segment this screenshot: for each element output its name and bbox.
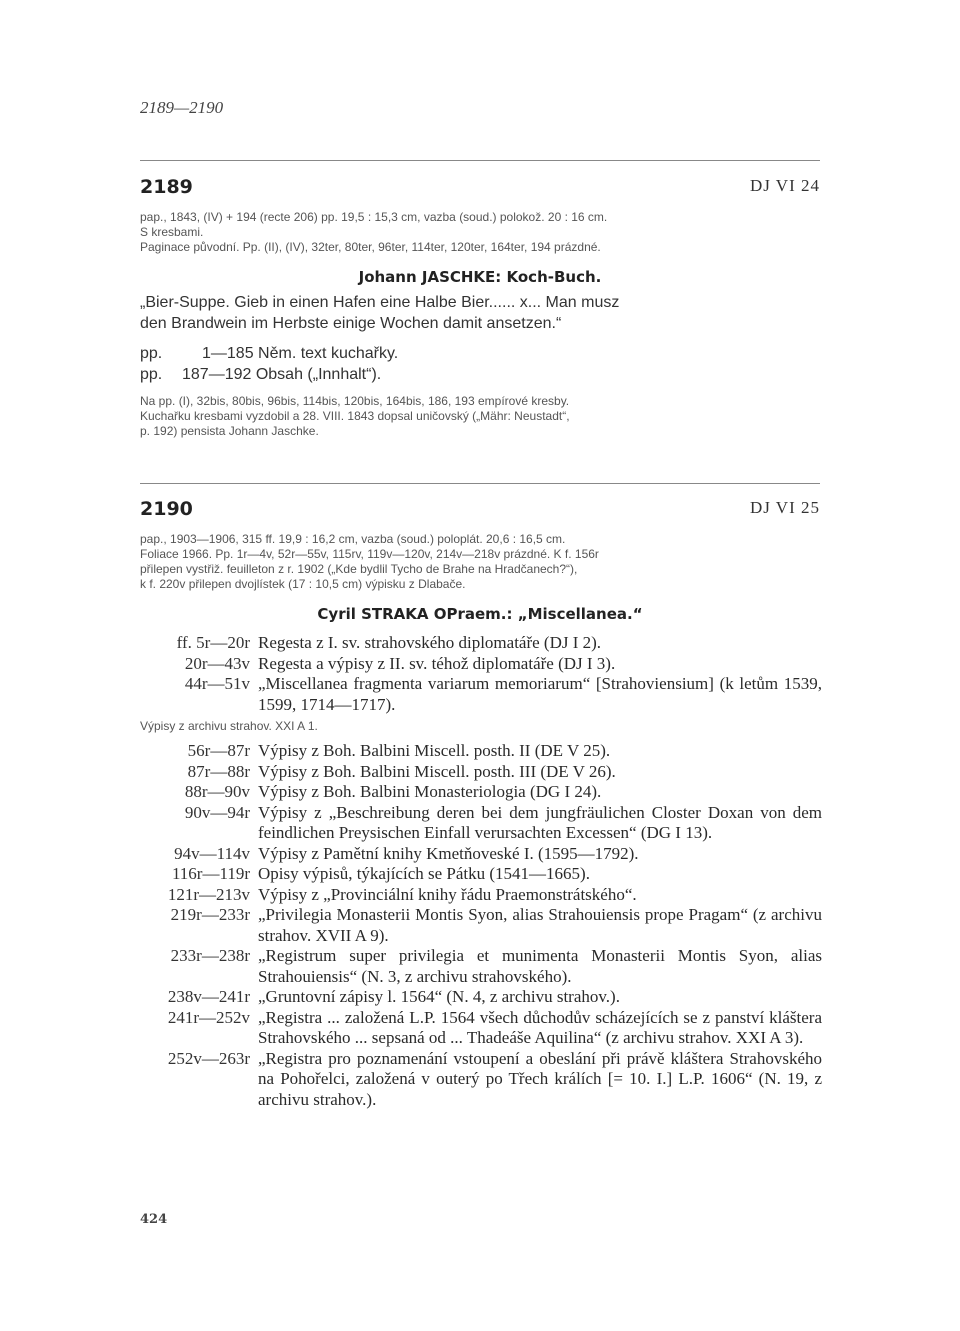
note-line: Na pp. (I), 32bis, 80bis, 96bis, 114bis, 120bis, 164bis, 186, 193 empírové kresby. xyxy=(140,394,570,408)
folio-range: 88r—90v xyxy=(184,782,250,801)
work-title: Cyril STRAKA OPraem.: „Miscellanea.“ xyxy=(317,605,643,623)
note-line: Kuchařku kresbami vyzdobil a 28. VIII. 1843 dopsal uničovský („Mähr: Neustadt“, xyxy=(140,409,570,423)
contents-row xyxy=(140,762,822,783)
contents-row xyxy=(140,987,822,1008)
contents-list-b xyxy=(140,741,822,1110)
folio-range: 20r—43v xyxy=(184,653,250,673)
shelf-mark: DJ VI 24 xyxy=(749,176,820,195)
folio-range: 219r—233r xyxy=(170,905,250,924)
contents-row xyxy=(140,741,822,762)
contents-row xyxy=(140,364,820,385)
contents-description: „Registra ... založená L.P. 1564 všech důchodův scházejících se z panství kláštera Strahovského ... sepsaná od ... Thadeáše Aquilina“ (z archivu strahov. XXI A 3). xyxy=(258,1007,822,1047)
folio-range: 90v—94r xyxy=(184,802,250,822)
contents-description: „Miscellanea fragmenta variarum memoriarum“ [Strahoviensium] (k letům 1539, 1599, 1714—1717). xyxy=(258,674,822,714)
entry-heading-2190 xyxy=(140,498,820,522)
contents-description: „Registrum super privilegia et munimenta Monasterii Montis Syon, alias Strahouiensis“ (N. 3, z archivu strahovského). xyxy=(258,946,822,986)
contents-description: Výpisy z Pamětní knihy Kmetňoveské I. (1595—1792). xyxy=(258,843,639,863)
folio-range: 238v—241r xyxy=(167,987,250,1006)
folio-range: 252v—263r xyxy=(167,1048,250,1068)
separator-rule xyxy=(140,160,820,161)
separator-rule xyxy=(140,483,820,484)
contents-text: 187—192 Obsah („Innhalt“). xyxy=(182,366,382,383)
contents-row xyxy=(140,1049,822,1111)
contents-description: „Privilegia Monasterii Montis Syon, alias Strahouiensis prope Pragam“ (z archivu strahov. XVII A 9). xyxy=(258,905,822,945)
contents-description: Výpisy z Boh. Balbini Miscell. posth. II (DE V 25). xyxy=(258,741,611,760)
physical-description xyxy=(140,532,820,592)
description-line: S kresbami. xyxy=(140,225,204,239)
notes xyxy=(140,394,820,439)
description-line: přilepen vystřiž. feuilleton z r. 1902 („Kde bydlil Tycho de Brahe na Hradčanech?“), xyxy=(140,562,578,576)
folio-range: 116r—119r xyxy=(171,864,250,883)
incipit-line: den Brandwein im Herbste einige Wochen damit ansetzen.“ xyxy=(140,315,562,332)
contents-ref: pp. xyxy=(140,366,163,383)
note-line: p. 192) pensista Johann Jaschke. xyxy=(140,424,319,438)
entry-number: 2190 xyxy=(140,498,193,520)
folio-range: 241r—252v xyxy=(167,1007,250,1027)
contents-description: „Registra pro poznamenání vstoupení a obeslání při právě kláštera Strahovského na Pohořelci, založená v outerý po Třech králích [= 10. I.] L.P. 1606“ (N. 19, z archivu strahov.). xyxy=(258,1048,822,1109)
contents-row xyxy=(140,803,822,844)
contents-description: Výpisy z Boh. Balbini Miscell. posth. III (DE V 26). xyxy=(258,761,616,781)
contents-row xyxy=(140,1008,822,1049)
contents-row xyxy=(140,905,822,946)
description-line: pap., 1903—1906, 315 ff. 19,9 : 16,2 cm, vazba (soud.) poloplát. 20,6 : 16,5 cm. xyxy=(140,532,566,546)
contents-ref: pp. xyxy=(140,345,163,362)
contents-description: Opisy výpisů, týkajících se Pátku (1541—1665). xyxy=(258,864,590,883)
shelf-mark: DJ VI 25 xyxy=(749,498,820,517)
description-line: k f. 220v přilepen dvojlístek (17 : 10,5 cm) výpisku z Dlabače. xyxy=(140,577,466,591)
contents-description: Výpisy z „Beschreibung deren bei dem jungfräulichen Closter Doxan von dem feindlichen Preysischen Einfall verursachten Excessen“ (DG I 13). xyxy=(258,802,822,842)
folio-range: 87r—88r xyxy=(187,761,250,781)
contents-row xyxy=(140,782,822,803)
contents-text: 1—185 Něm. text kuchařky. xyxy=(202,345,399,362)
contents-pages xyxy=(140,343,820,385)
contents-row xyxy=(140,654,822,675)
work-title: Johann JASCHKE: Koch-Buch. xyxy=(358,268,602,286)
folio-range: ff. 5r—20r xyxy=(176,633,250,652)
contents-description: Výpisy z Boh. Balbini Monasteriologia (DG I 24). xyxy=(258,782,602,801)
contents-description: Regesta a výpisy z II. sv. téhož diplomatáře (DJ I 3). xyxy=(258,653,616,673)
contents-row xyxy=(140,674,822,715)
contents-description: Regesta z I. sv. strahovského diplomatáře (DJ I 2). xyxy=(258,633,602,652)
archive-note: Výpisy z archivu strahov. XXI A 1. xyxy=(140,719,318,733)
contents-row xyxy=(140,633,822,654)
contents-row xyxy=(140,343,820,364)
folio-range: 56r—87r xyxy=(187,741,250,760)
description-line: pap., 1843, (IV) + 194 (recte 206) pp. 19,5 : 15,3 cm, vazba (soud.) polokož. 20 : 16 cm. xyxy=(140,210,608,224)
contents-row xyxy=(140,864,822,885)
folio-range: 94v—114v xyxy=(174,843,250,863)
folio-range: 121r—213v xyxy=(167,884,250,904)
folio-range: 44r—51v xyxy=(184,674,250,693)
contents-description: Výpisy z „Provinciální knihy řádu Praemonstrátského“. xyxy=(258,884,637,904)
description-line: Paginace původní. Pp. (II), (IV), 32ter, 80ter, 96ter, 114ter, 120ter, 164ter, 194 prázdné. xyxy=(140,240,601,254)
contents-row xyxy=(140,844,822,865)
folio-range: 233r—238r xyxy=(170,946,250,965)
entry-number: 2189 xyxy=(140,176,193,198)
entry-heading-2189 xyxy=(140,176,820,200)
contents-row xyxy=(140,885,822,906)
physical-description xyxy=(140,210,820,255)
description-line: Foliace 1966. Pp. 1r—4v, 52r—55v, 115rv, 119v—120v, 214v—218v prázdné. K f. 156r xyxy=(140,547,599,561)
contents-list-a xyxy=(140,633,822,715)
contents-row xyxy=(140,946,822,987)
running-header: 2189—2190 xyxy=(140,98,224,117)
page-number: 424 xyxy=(140,1212,168,1227)
contents-description: „Gruntovní zápisy l. 1564“ (N. 4, z archivu strahov.). xyxy=(258,987,620,1006)
incipit-line: „Bier-Suppe. Gieb in einen Hafen eine Halbe Bier...... x... Man musz xyxy=(140,294,620,311)
incipit xyxy=(140,292,820,334)
